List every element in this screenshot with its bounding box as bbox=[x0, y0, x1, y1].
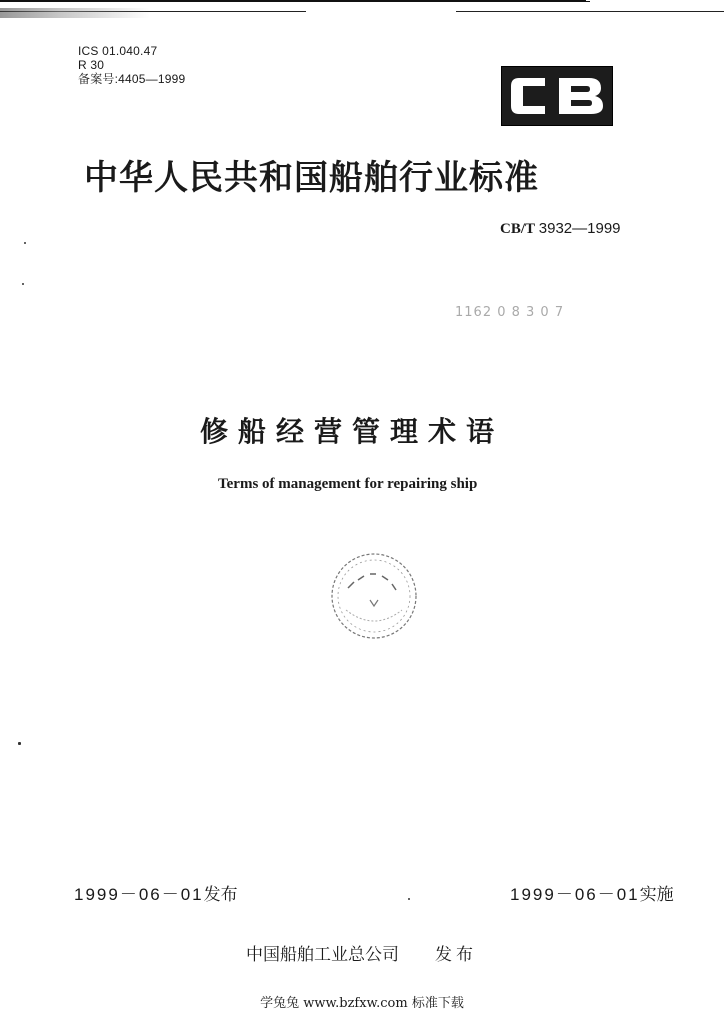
ics-code: ICS 01.040.47 bbox=[78, 44, 158, 58]
issue-date-suffix: 发布 bbox=[203, 885, 238, 905]
standard-number bbox=[500, 220, 621, 238]
scan-speck bbox=[24, 242, 26, 244]
date-divider bbox=[0, 1, 590, 2]
effective-date-suffix: 实施 bbox=[639, 885, 674, 905]
standard-number-value: 3932—1999 bbox=[538, 220, 621, 237]
seal-icon bbox=[326, 548, 422, 644]
document-title: 修船经营管理术语 bbox=[200, 415, 505, 448]
publisher-action: 发布 bbox=[435, 945, 477, 965]
issue-date bbox=[74, 880, 238, 905]
classification-block bbox=[78, 44, 185, 86]
publisher-line bbox=[246, 940, 477, 965]
cb-logo bbox=[501, 66, 613, 126]
top-rule-right bbox=[456, 11, 724, 12]
scan-speck bbox=[22, 283, 24, 285]
receipt-stamp-line: 1162 0 8 3 0 7 bbox=[455, 305, 565, 320]
scan-edge-mark bbox=[0, 8, 150, 18]
scan-speck bbox=[408, 898, 410, 900]
ccs-code: R 30 bbox=[78, 58, 105, 72]
record-number: 备案号:4405—1999 bbox=[78, 72, 186, 86]
document-subtitle: Terms of management for repairing ship bbox=[218, 476, 478, 492]
cb-logo-mark bbox=[501, 66, 613, 126]
issue-date-value: 1999－06－01 bbox=[74, 885, 204, 904]
footer-watermark: 学兔兔 www.bzfxw.com 标准下载 bbox=[260, 996, 464, 1011]
standard-category-title: 中华人民共和国船舶行业标准 bbox=[84, 158, 539, 198]
effective-date bbox=[510, 880, 674, 905]
standard-code: CB/T bbox=[500, 221, 536, 237]
library-seal bbox=[326, 548, 422, 644]
publisher-name: 中国船舶工业总公司 bbox=[246, 945, 399, 965]
effective-date-value: 1999－06－01 bbox=[510, 885, 640, 904]
scan-speck bbox=[18, 742, 21, 745]
